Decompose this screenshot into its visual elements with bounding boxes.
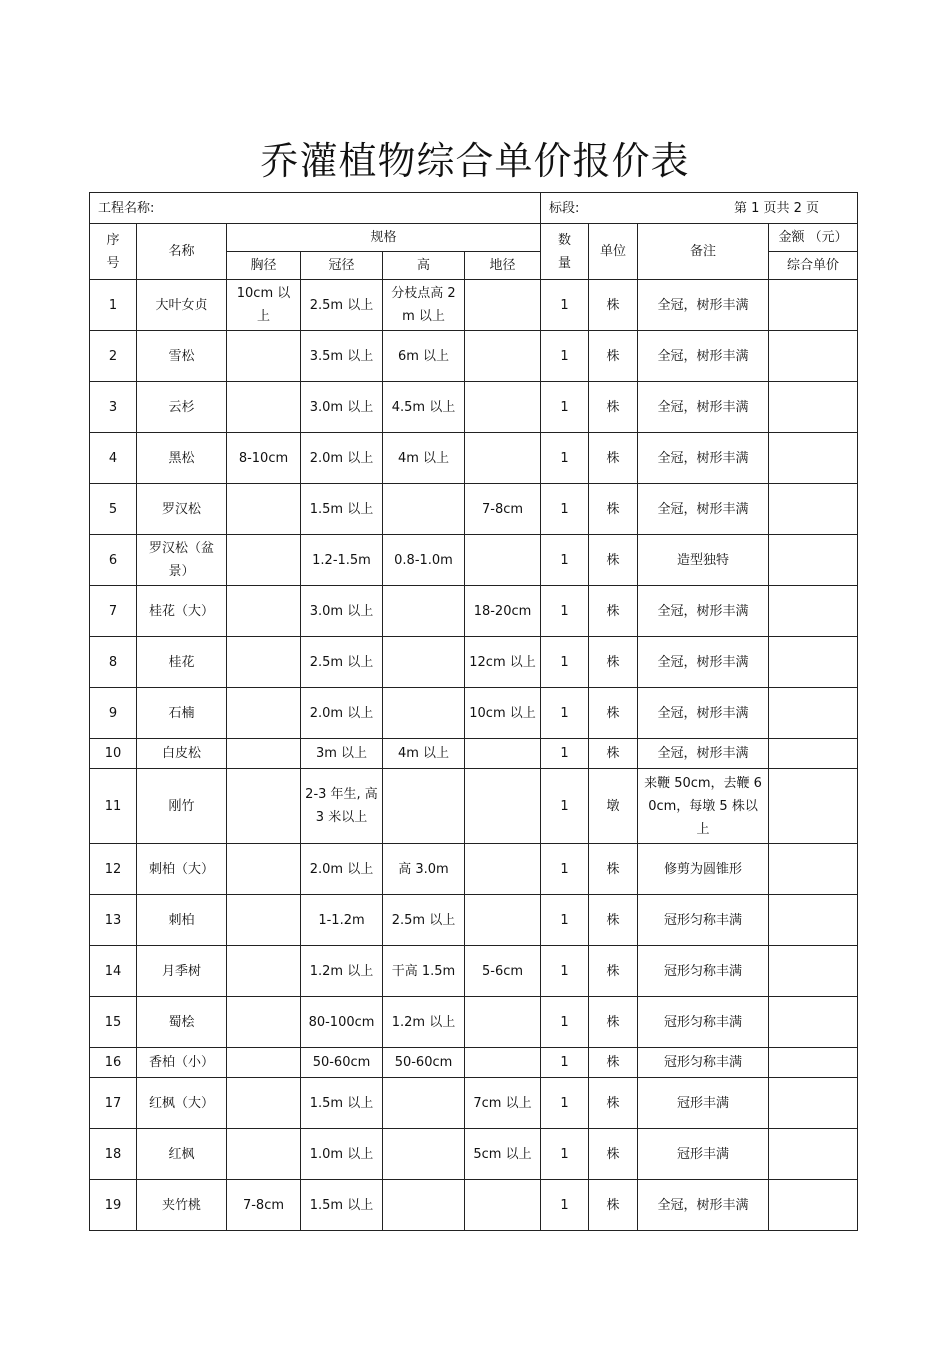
cell-note: 修剪为圆锥形 bbox=[638, 844, 769, 895]
cell-qty: 1 bbox=[541, 484, 589, 535]
cell-chest bbox=[227, 484, 301, 535]
table-row bbox=[90, 1048, 858, 1078]
cell-no: 6 bbox=[90, 535, 137, 586]
cell-name: 蜀桧 bbox=[137, 997, 227, 1048]
cell-price bbox=[769, 331, 858, 382]
cell-note: 冠形匀称丰满 bbox=[638, 895, 769, 946]
cell-height bbox=[383, 1078, 465, 1129]
cell-ground: 12cm 以上 bbox=[465, 637, 541, 688]
table-row bbox=[90, 280, 858, 331]
cell-note: 冠形匀称丰满 bbox=[638, 997, 769, 1048]
cell-chest bbox=[227, 382, 301, 433]
cell-no: 10 bbox=[90, 739, 137, 769]
cell-note: 全冠，树形丰满 bbox=[638, 586, 769, 637]
cell-chest bbox=[227, 895, 301, 946]
cell-crown: 2.0m 以上 bbox=[301, 433, 383, 484]
table-row bbox=[90, 844, 858, 895]
cell-price bbox=[769, 769, 858, 844]
cell-unit: 株 bbox=[589, 688, 638, 739]
cell-qty: 1 bbox=[541, 382, 589, 433]
header-height: 高 bbox=[383, 252, 465, 280]
cell-price bbox=[769, 946, 858, 997]
cell-crown: 2.0m 以上 bbox=[301, 688, 383, 739]
cell-chest bbox=[227, 1078, 301, 1129]
cell-no: 9 bbox=[90, 688, 137, 739]
table-row bbox=[90, 433, 858, 484]
cell-qty: 1 bbox=[541, 535, 589, 586]
table-row bbox=[90, 484, 858, 535]
cell-qty: 1 bbox=[541, 739, 589, 769]
cell-height: 4m 以上 bbox=[383, 739, 465, 769]
cell-ground: 5cm 以上 bbox=[465, 1129, 541, 1180]
page-title: 乔灌植物综合单价报价表 bbox=[260, 139, 690, 183]
cell-ground bbox=[465, 535, 541, 586]
cell-price bbox=[769, 637, 858, 688]
cell-unit: 株 bbox=[589, 382, 638, 433]
cell-no: 17 bbox=[90, 1078, 137, 1129]
cell-unit: 株 bbox=[589, 433, 638, 484]
cell-note: 全冠，树形丰满 bbox=[638, 280, 769, 331]
cell-chest bbox=[227, 844, 301, 895]
cell-price bbox=[769, 433, 858, 484]
cell-note: 全冠，树形丰满 bbox=[638, 331, 769, 382]
cell-no: 15 bbox=[90, 997, 137, 1048]
table-row bbox=[90, 946, 858, 997]
cell-height: 2.5m 以上 bbox=[383, 895, 465, 946]
cell-no: 12 bbox=[90, 844, 137, 895]
cell-no: 8 bbox=[90, 637, 137, 688]
cell-chest bbox=[227, 535, 301, 586]
cell-name: 雪松 bbox=[137, 331, 227, 382]
quote-table bbox=[89, 192, 858, 1231]
header-name: 名称 bbox=[137, 224, 227, 280]
cell-unit: 株 bbox=[589, 1129, 638, 1180]
cell-note: 全冠，树形丰满 bbox=[638, 484, 769, 535]
cell-crown: 1.5m 以上 bbox=[301, 1180, 383, 1231]
cell-chest bbox=[227, 769, 301, 844]
cell-note: 造型独特 bbox=[638, 535, 769, 586]
cell-unit: 株 bbox=[589, 1048, 638, 1078]
cell-qty: 1 bbox=[541, 280, 589, 331]
cell-no: 18 bbox=[90, 1129, 137, 1180]
cell-crown: 3m 以上 bbox=[301, 739, 383, 769]
cell-ground bbox=[465, 331, 541, 382]
cell-qty: 1 bbox=[541, 1180, 589, 1231]
cell-crown: 1.2m 以上 bbox=[301, 946, 383, 997]
cell-unit: 株 bbox=[589, 586, 638, 637]
cell-qty: 1 bbox=[541, 688, 589, 739]
cell-note: 冠形丰满 bbox=[638, 1129, 769, 1180]
cell-note: 来鞭 50cm，去鞭 60cm，每墩 5 株以上 bbox=[638, 769, 769, 844]
cell-crown: 3.0m 以上 bbox=[301, 586, 383, 637]
cell-chest bbox=[227, 1048, 301, 1078]
cell-note: 全冠，树形丰满 bbox=[638, 382, 769, 433]
cell-name: 刚竹 bbox=[137, 769, 227, 844]
cell-price bbox=[769, 844, 858, 895]
header-unit-price: 综合单价 bbox=[769, 252, 858, 280]
cell-chest bbox=[227, 637, 301, 688]
header-spec: 规格 bbox=[227, 224, 541, 252]
cell-qty: 1 bbox=[541, 946, 589, 997]
header-note: 备注 bbox=[638, 224, 769, 280]
cell-chest bbox=[227, 946, 301, 997]
cell-ground bbox=[465, 1048, 541, 1078]
table-row bbox=[90, 688, 858, 739]
cell-ground: 18-20cm bbox=[465, 586, 541, 637]
cell-height bbox=[383, 769, 465, 844]
cell-unit: 株 bbox=[589, 331, 638, 382]
cell-price bbox=[769, 382, 858, 433]
cell-note: 全冠，树形丰满 bbox=[638, 688, 769, 739]
cell-chest: 10cm 以上 bbox=[227, 280, 301, 331]
cell-price bbox=[769, 1048, 858, 1078]
cell-no: 14 bbox=[90, 946, 137, 997]
cell-height bbox=[383, 1180, 465, 1231]
cell-height: 4m 以上 bbox=[383, 433, 465, 484]
table-row bbox=[90, 1129, 858, 1180]
cell-crown: 2.5m 以上 bbox=[301, 637, 383, 688]
header-seq-line1: 序 bbox=[106, 232, 120, 248]
cell-name: 刺柏（大） bbox=[137, 844, 227, 895]
table-row bbox=[90, 331, 858, 382]
section-label: 标段: bbox=[549, 200, 580, 216]
cell-ground: 7-8cm bbox=[465, 484, 541, 535]
cell-note: 全冠，树形丰满 bbox=[638, 637, 769, 688]
cell-name: 红枫 bbox=[137, 1129, 227, 1180]
table-row bbox=[90, 769, 858, 844]
cell-note: 冠形匀称丰满 bbox=[638, 1048, 769, 1078]
cell-height bbox=[383, 637, 465, 688]
cell-name: 云杉 bbox=[137, 382, 227, 433]
cell-no: 1 bbox=[90, 280, 137, 331]
project-name-label: 工程名称: bbox=[90, 193, 541, 224]
cell-name: 大叶女贞 bbox=[137, 280, 227, 331]
header-crown: 冠径 bbox=[301, 252, 383, 280]
cell-unit: 株 bbox=[589, 1078, 638, 1129]
cell-price bbox=[769, 535, 858, 586]
cell-unit: 株 bbox=[589, 997, 638, 1048]
cell-no: 7 bbox=[90, 586, 137, 637]
table-row bbox=[90, 586, 858, 637]
cell-price bbox=[769, 1180, 858, 1231]
cell-ground bbox=[465, 280, 541, 331]
cell-qty: 1 bbox=[541, 586, 589, 637]
cell-qty: 1 bbox=[541, 331, 589, 382]
cell-qty: 1 bbox=[541, 769, 589, 844]
header-qty-line1: 数 bbox=[558, 232, 572, 248]
cell-name: 罗汉松（盆景） bbox=[137, 535, 227, 586]
cell-chest: 7-8cm bbox=[227, 1180, 301, 1231]
cell-chest bbox=[227, 688, 301, 739]
cell-height bbox=[383, 484, 465, 535]
cell-unit: 株 bbox=[589, 535, 638, 586]
cell-qty: 1 bbox=[541, 844, 589, 895]
cell-name: 桂花 bbox=[137, 637, 227, 688]
cell-crown: 1.5m 以上 bbox=[301, 484, 383, 535]
cell-height bbox=[383, 688, 465, 739]
cell-unit: 株 bbox=[589, 739, 638, 769]
cell-no: 4 bbox=[90, 433, 137, 484]
table-row bbox=[90, 997, 858, 1048]
cell-price bbox=[769, 1078, 858, 1129]
cell-no: 11 bbox=[90, 769, 137, 844]
cell-ground bbox=[465, 997, 541, 1048]
cell-no: 2 bbox=[90, 331, 137, 382]
cell-crown: 2.0m 以上 bbox=[301, 844, 383, 895]
cell-ground bbox=[465, 1180, 541, 1231]
cell-name: 罗汉松 bbox=[137, 484, 227, 535]
cell-crown: 1.0m 以上 bbox=[301, 1129, 383, 1180]
cell-crown: 2-3 年生, 高 3 米以上 bbox=[301, 769, 383, 844]
cell-height: 0.8-1.0m bbox=[383, 535, 465, 586]
cell-chest bbox=[227, 997, 301, 1048]
cell-qty: 1 bbox=[541, 997, 589, 1048]
cell-unit: 株 bbox=[589, 895, 638, 946]
cell-chest bbox=[227, 586, 301, 637]
cell-ground bbox=[465, 844, 541, 895]
header-qty-line2: 量 bbox=[558, 255, 572, 271]
cell-crown: 3.5m 以上 bbox=[301, 331, 383, 382]
table-row bbox=[90, 895, 858, 946]
cell-height bbox=[383, 1129, 465, 1180]
cell-ground: 5-6cm bbox=[465, 946, 541, 997]
cell-crown: 1.5m 以上 bbox=[301, 1078, 383, 1129]
cell-note: 冠形丰满 bbox=[638, 1078, 769, 1129]
cell-crown: 1-1.2m bbox=[301, 895, 383, 946]
header-seq-line2: 号 bbox=[106, 255, 120, 271]
cell-price bbox=[769, 997, 858, 1048]
header-qty bbox=[541, 224, 589, 280]
cell-height: 50-60cm bbox=[383, 1048, 465, 1078]
cell-price bbox=[769, 688, 858, 739]
cell-unit: 株 bbox=[589, 1180, 638, 1231]
cell-chest: 8-10cm bbox=[227, 433, 301, 484]
cell-no: 13 bbox=[90, 895, 137, 946]
cell-price bbox=[769, 895, 858, 946]
cell-ground: 10cm 以上 bbox=[465, 688, 541, 739]
cell-name: 香柏（小） bbox=[137, 1048, 227, 1078]
cell-height bbox=[383, 586, 465, 637]
cell-qty: 1 bbox=[541, 433, 589, 484]
cell-chest bbox=[227, 1129, 301, 1180]
table-row bbox=[90, 1180, 858, 1231]
cell-qty: 1 bbox=[541, 1048, 589, 1078]
cell-height: 高 3.0m bbox=[383, 844, 465, 895]
cell-name: 月季树 bbox=[137, 946, 227, 997]
cell-crown: 80-100cm bbox=[301, 997, 383, 1048]
cell-note: 全冠，树形丰满 bbox=[638, 433, 769, 484]
header-chest: 胸径 bbox=[227, 252, 301, 280]
cell-chest bbox=[227, 739, 301, 769]
cell-unit: 株 bbox=[589, 844, 638, 895]
cell-unit: 株 bbox=[589, 637, 638, 688]
table-row bbox=[90, 535, 858, 586]
header-unit: 单位 bbox=[589, 224, 638, 280]
cell-name: 黑松 bbox=[137, 433, 227, 484]
table-row bbox=[90, 739, 858, 769]
cell-name: 石楠 bbox=[137, 688, 227, 739]
cell-unit: 株 bbox=[589, 484, 638, 535]
cell-crown: 3.0m 以上 bbox=[301, 382, 383, 433]
cell-crown: 50-60cm bbox=[301, 1048, 383, 1078]
cell-qty: 1 bbox=[541, 1129, 589, 1180]
cell-no: 3 bbox=[90, 382, 137, 433]
cell-ground: 7cm 以上 bbox=[465, 1078, 541, 1129]
cell-name: 刺柏 bbox=[137, 895, 227, 946]
header-amount: 金额 （元） bbox=[769, 224, 858, 252]
cell-ground bbox=[465, 895, 541, 946]
cell-price bbox=[769, 280, 858, 331]
header-seq bbox=[90, 224, 137, 280]
cell-unit: 墩 bbox=[589, 769, 638, 844]
cell-chest bbox=[227, 331, 301, 382]
cell-qty: 1 bbox=[541, 637, 589, 688]
cell-ground bbox=[465, 433, 541, 484]
cell-name: 红枫（大） bbox=[137, 1078, 227, 1129]
cell-price bbox=[769, 586, 858, 637]
cell-no: 16 bbox=[90, 1048, 137, 1078]
cell-no: 19 bbox=[90, 1180, 137, 1231]
cell-crown: 2.5m 以上 bbox=[301, 280, 383, 331]
cell-note: 冠形匀称丰满 bbox=[638, 946, 769, 997]
cell-height: 干高 1.5m bbox=[383, 946, 465, 997]
cell-name: 夹竹桃 bbox=[137, 1180, 227, 1231]
cell-unit: 株 bbox=[589, 946, 638, 997]
header-ground: 地径 bbox=[465, 252, 541, 280]
cell-name: 桂花（大） bbox=[137, 586, 227, 637]
cell-ground bbox=[465, 382, 541, 433]
cell-qty: 1 bbox=[541, 1078, 589, 1129]
page-info: 第 1 页共 2 页 bbox=[733, 200, 820, 216]
table-row bbox=[90, 1078, 858, 1129]
cell-height: 4.5m 以上 bbox=[383, 382, 465, 433]
table-row bbox=[90, 382, 858, 433]
cell-crown: 1.2-1.5m bbox=[301, 535, 383, 586]
cell-note: 全冠，树形丰满 bbox=[638, 739, 769, 769]
cell-price bbox=[769, 1129, 858, 1180]
cell-unit: 株 bbox=[589, 280, 638, 331]
cell-name: 白皮松 bbox=[137, 739, 227, 769]
cell-height: 6m 以上 bbox=[383, 331, 465, 382]
cell-note: 全冠，树形丰满 bbox=[638, 1180, 769, 1231]
cell-no: 5 bbox=[90, 484, 137, 535]
cell-height: 分枝点高 2m 以上 bbox=[383, 280, 465, 331]
cell-price bbox=[769, 739, 858, 769]
cell-height: 1.2m 以上 bbox=[383, 997, 465, 1048]
cell-ground bbox=[465, 739, 541, 769]
cell-ground bbox=[465, 769, 541, 844]
table-row bbox=[90, 637, 858, 688]
section-cell bbox=[541, 193, 858, 224]
cell-qty: 1 bbox=[541, 895, 589, 946]
cell-price bbox=[769, 484, 858, 535]
